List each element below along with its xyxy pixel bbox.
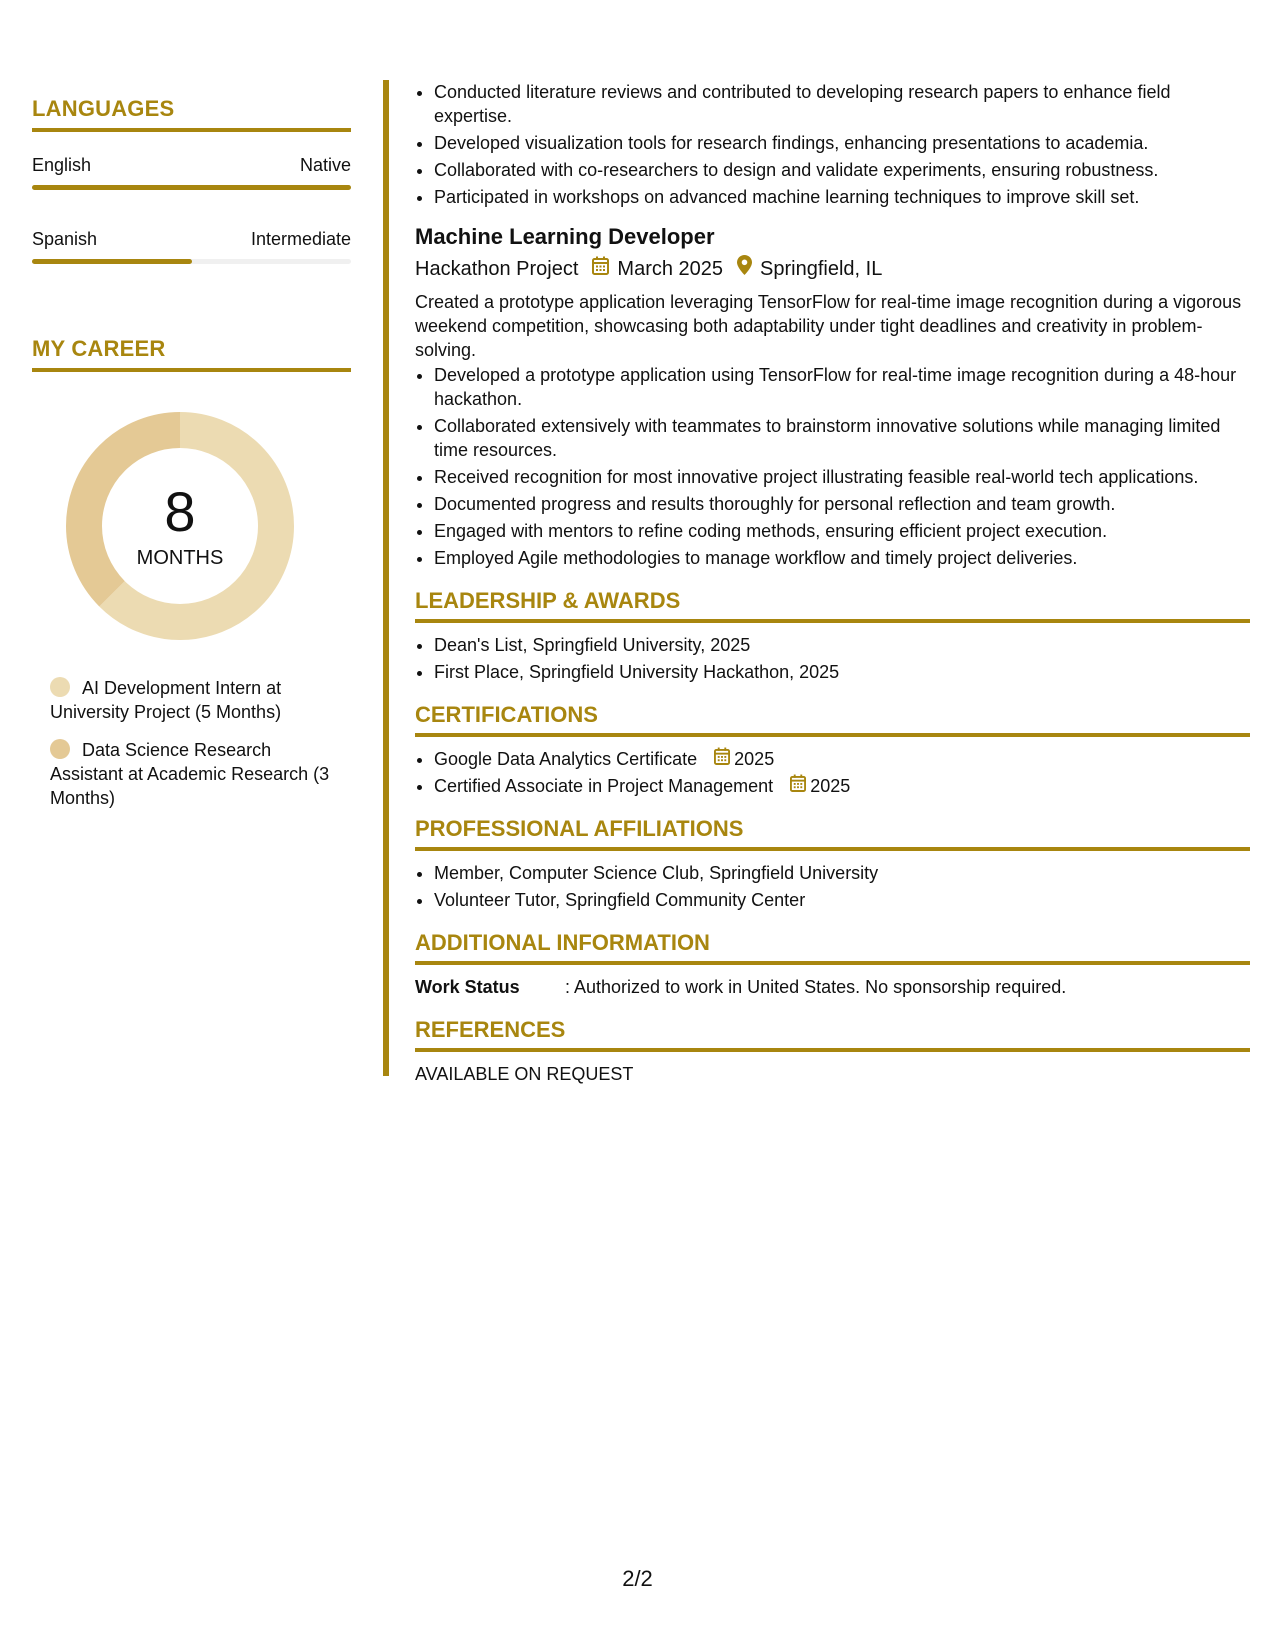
references-section	[415, 1017, 1250, 1086]
languages-title: LANGUAGES	[32, 96, 351, 132]
language-proficiency-bar	[32, 185, 351, 190]
language-proficiency-fill	[32, 259, 192, 264]
legend-dot	[50, 677, 70, 697]
language-proficiency-bar	[32, 259, 351, 264]
certification-item	[434, 774, 1250, 798]
certification-year: 2025	[734, 749, 775, 769]
bullet-item: • Developed visualization tools for research findings, enhancing presentations to academia.	[434, 131, 1250, 155]
job-title: Machine Learning Developer	[415, 224, 715, 249]
career-section	[32, 336, 351, 824]
legend-label: AI Development Intern at University Project (5 Months)	[50, 678, 282, 722]
legend-item	[50, 676, 340, 724]
certification-name: Certified Associate in Project Management	[434, 776, 774, 796]
job-company: Hackathon Project	[415, 257, 579, 280]
job-date: March 2025	[617, 257, 724, 280]
certification-year: 2025	[810, 776, 851, 796]
bullet-item: • Employed Agile methodologies to manage workflow and timely project deliveries.	[434, 546, 1250, 570]
work-status-label: Work Status	[415, 977, 520, 997]
affiliation-item: • Member, Computer Science Club, Springfield University	[434, 861, 1250, 885]
work-status-value: : Authorized to work in United States. No sponsorship required.	[565, 977, 1067, 997]
career-total-months: 8	[164, 480, 196, 543]
additional-info-title: ADDITIONAL INFORMATION	[415, 930, 1250, 965]
language-item	[32, 154, 351, 190]
job-meta	[415, 255, 1250, 282]
leadership-title: LEADERSHIP & AWARDS	[415, 588, 1250, 623]
bullet-item: • Collaborated extensively with teammates to brainstorm innovative solutions while managing limited time resources.	[434, 414, 1250, 462]
map-pin-icon	[737, 255, 752, 282]
award-item: • Dean's List, Springfield University, 2025	[434, 633, 1250, 657]
bullet-item: • Developed a prototype application using TensorFlow for real-time image recognition during a 48-hour hackathon.	[434, 363, 1250, 411]
affiliations-section	[415, 816, 1250, 912]
language-level: Intermediate	[250, 229, 351, 249]
career-legend	[50, 676, 340, 810]
calendar-icon	[592, 256, 609, 282]
job-location: Springfield, IL	[760, 257, 883, 280]
bullet-item: • Documented progress and results thoroughly for personal reflection and team growth.	[434, 492, 1250, 516]
language-name: Spanish	[32, 229, 98, 249]
career-title: MY CAREER	[32, 336, 351, 372]
certifications-title: CERTIFICATIONS	[415, 702, 1250, 737]
references-title: REFERENCES	[415, 1017, 1250, 1052]
legend-label: Data Science Research Assistant at Academic Research (3 Months)	[50, 740, 330, 808]
language-proficiency-fill	[32, 185, 351, 190]
career-donut-chart	[66, 412, 294, 640]
affiliation-item: • Volunteer Tutor, Springfield Community Center	[434, 888, 1250, 912]
bullet-item: • Engaged with mentors to refine coding methods, ensuring efficient project execution.	[434, 519, 1250, 543]
bullet-item: • Participated in workshops on advanced machine learning techniques to improve skill set.	[434, 185, 1250, 209]
legend-item	[50, 738, 340, 810]
certification-name: Google Data Analytics Certificate	[434, 749, 698, 769]
legend-dot	[50, 739, 70, 759]
languages-section	[32, 96, 351, 302]
language-item	[32, 228, 351, 264]
page-number: 2/2	[622, 1566, 653, 1591]
additional-info-section	[415, 930, 1250, 999]
award-item: • First Place, Springfield University Hackathon, 2025	[434, 660, 1250, 684]
affiliations-title: PROFESSIONAL AFFILIATIONS	[415, 816, 1250, 851]
job-bullets	[415, 363, 1250, 570]
leadership-section	[415, 588, 1250, 684]
language-list	[32, 154, 351, 264]
bullet-item: • Received recognition for most innovative project illustrating feasible real-world tech applications.	[434, 465, 1250, 489]
main-column	[415, 80, 1250, 1086]
career-unit-label: MONTHS	[136, 547, 224, 569]
calendar-icon	[790, 774, 806, 798]
calendar-icon	[714, 747, 730, 771]
language-level: Native	[299, 155, 351, 175]
job-description: Created a prototype application leveraging TensorFlow for real-time image recognition during a vigorous weekend competition, showcasing both adaptability under tight deadlines and creativity in problem-solving.	[415, 292, 1242, 360]
work-status-row	[415, 975, 1250, 999]
certification-item	[434, 747, 1250, 771]
column-divider	[383, 80, 389, 1076]
bullet-item: • Collaborated with co-researchers to design and validate experiments, ensuring robustness.	[434, 158, 1250, 182]
references-text: AVAILABLE ON REQUEST	[415, 1064, 634, 1084]
certifications-section	[415, 702, 1250, 798]
bullet-item: • Conducted literature reviews and contributed to developing research papers to enhance field expertise.	[434, 80, 1250, 128]
previous-job-bullets	[415, 80, 1250, 209]
language-name: English	[32, 155, 92, 175]
job-entry	[415, 223, 1250, 570]
